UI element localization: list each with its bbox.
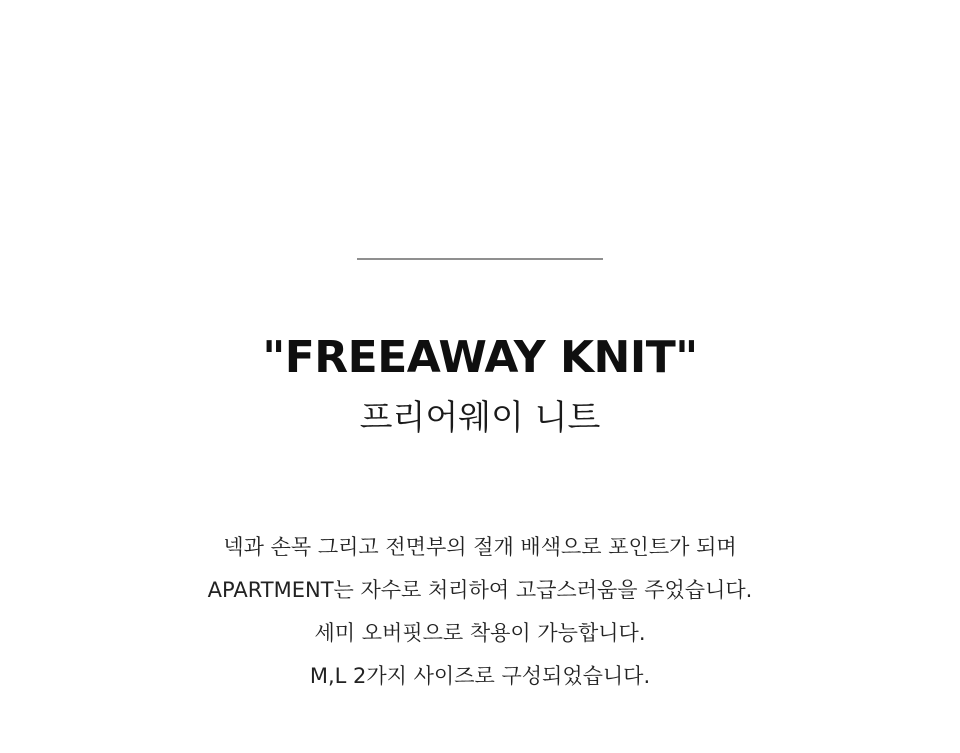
- description-line-4: M,L 2가지 사이즈로 구성되었습니다.: [309, 664, 651, 688]
- section-divider: [357, 258, 603, 260]
- product-description: [0, 526, 960, 698]
- description-line-3: 세미 오버핏으로 착용이 가능합니다.: [314, 621, 646, 645]
- product-title-korean: 프리어웨이 니트: [359, 398, 601, 438]
- description-line-2: APARTMENT는 자수로 처리하여 고급스러움을 주었습니다.: [207, 578, 753, 602]
- product-title-english: "FREEAWAY KNIT": [262, 332, 698, 383]
- description-line-1: 넥과 손목 그리고 전면부의 절개 배색으로 포인트가 되며: [223, 535, 737, 559]
